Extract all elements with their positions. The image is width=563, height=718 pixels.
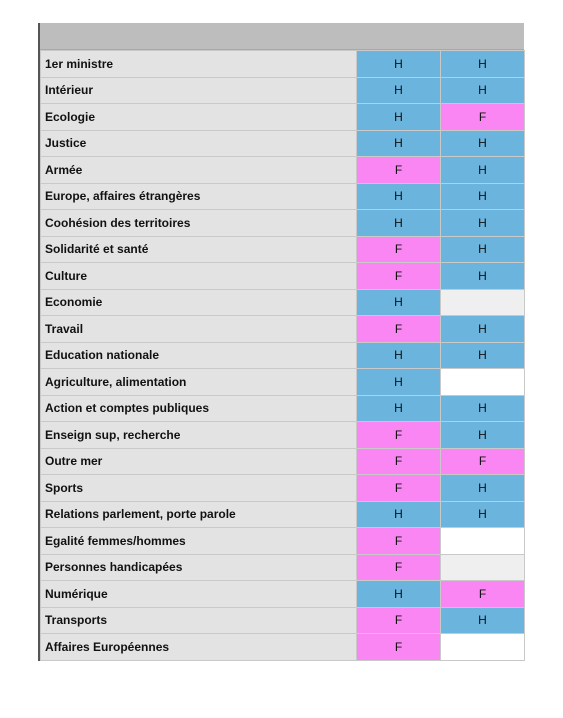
ministry-label-cell[interactable]: Egalité femmes/hommes xyxy=(41,528,357,555)
gender-cell-col2[interactable]: H xyxy=(441,157,525,184)
ministry-label-cell[interactable]: Enseign sup, recherche xyxy=(41,422,357,449)
table-row xyxy=(41,157,525,184)
ministry-label-cell[interactable]: Personnes handicapées xyxy=(41,554,357,581)
gender-cell-col2[interactable]: H xyxy=(441,236,525,263)
gender-cell-col2[interactable] xyxy=(441,369,525,396)
gender-cell-col2[interactable]: H xyxy=(441,183,525,210)
gender-cell-col1[interactable]: F xyxy=(357,448,441,475)
ministry-label-cell[interactable]: Economie xyxy=(41,289,357,316)
gender-cell-col1[interactable]: H xyxy=(357,395,441,422)
gender-cell-col1[interactable]: F xyxy=(357,475,441,502)
table-row xyxy=(41,448,525,475)
table-row xyxy=(41,263,525,290)
gender-cell-col1[interactable]: F xyxy=(357,157,441,184)
gender-cell-col1[interactable]: F xyxy=(357,236,441,263)
gender-cell-col1[interactable]: H xyxy=(357,342,441,369)
ministry-label-cell[interactable]: Education nationale xyxy=(41,342,357,369)
gender-cell-col2[interactable]: H xyxy=(441,395,525,422)
ministry-label-cell[interactable]: Action et comptes publiques xyxy=(41,395,357,422)
gender-cell-col1[interactable]: H xyxy=(357,369,441,396)
ministry-label-cell[interactable]: Justice xyxy=(41,130,357,157)
ministry-label-cell[interactable]: Culture xyxy=(41,263,357,290)
table-row xyxy=(41,316,525,343)
gender-cell-col1[interactable]: H xyxy=(357,130,441,157)
table-row xyxy=(41,130,525,157)
gender-cell-col2[interactable]: H xyxy=(441,210,525,237)
gender-cell-col1[interactable]: F xyxy=(357,634,441,661)
gender-cell-col2[interactable] xyxy=(441,289,525,316)
table-row xyxy=(41,554,525,581)
gender-cell-col2[interactable] xyxy=(441,634,525,661)
ministry-label-cell[interactable]: Outre mer xyxy=(41,448,357,475)
gender-cell-col2[interactable]: H xyxy=(441,130,525,157)
spreadsheet xyxy=(38,23,524,661)
ministry-label-cell[interactable]: Agriculture, alimentation xyxy=(41,369,357,396)
table-row xyxy=(41,51,525,78)
ministry-label-cell[interactable]: Sports xyxy=(41,475,357,502)
table-row xyxy=(41,289,525,316)
gender-cell-col2[interactable]: F xyxy=(441,581,525,608)
ministry-label-cell[interactable]: Transports xyxy=(41,607,357,634)
table-row xyxy=(41,77,525,104)
gender-cell-col2[interactable]: H xyxy=(441,342,525,369)
table-row xyxy=(41,581,525,608)
gender-cell-col2[interactable]: H xyxy=(441,77,525,104)
table-row xyxy=(41,422,525,449)
table-row xyxy=(41,104,525,131)
ministry-label-cell[interactable]: Relations parlement, porte parole xyxy=(41,501,357,528)
ministry-label-cell[interactable]: Coohésion des territoires xyxy=(41,210,357,237)
gender-cell-col1[interactable]: H xyxy=(357,501,441,528)
gender-cell-col2[interactable]: H xyxy=(441,501,525,528)
gender-cell-col2[interactable]: H xyxy=(441,607,525,634)
table-row xyxy=(41,342,525,369)
table-row xyxy=(41,634,525,661)
ministry-gender-table xyxy=(40,50,525,661)
gender-cell-col1[interactable]: F xyxy=(357,607,441,634)
ministry-label-cell[interactable]: Armée xyxy=(41,157,357,184)
ministry-label-cell[interactable]: Solidarité et santé xyxy=(41,236,357,263)
gender-cell-col2[interactable]: F xyxy=(441,448,525,475)
table-row xyxy=(41,236,525,263)
gender-cell-col2[interactable]: H xyxy=(441,422,525,449)
ministry-label-cell[interactable]: Numérique xyxy=(41,581,357,608)
gender-cell-col1[interactable]: F xyxy=(357,554,441,581)
gender-cell-col1[interactable]: H xyxy=(357,289,441,316)
gender-cell-col2[interactable] xyxy=(441,554,525,581)
gender-cell-col1[interactable]: H xyxy=(357,51,441,78)
ministry-label-cell[interactable]: Travail xyxy=(41,316,357,343)
gender-cell-col1[interactable]: H xyxy=(357,581,441,608)
ministry-label-cell[interactable]: Europe, affaires étrangères xyxy=(41,183,357,210)
ministry-label-cell[interactable]: Ecologie xyxy=(41,104,357,131)
gender-cell-col1[interactable]: F xyxy=(357,263,441,290)
table-row xyxy=(41,501,525,528)
gender-cell-col2[interactable]: H xyxy=(441,51,525,78)
gender-cell-col1[interactable]: H xyxy=(357,210,441,237)
gender-cell-col2[interactable] xyxy=(441,528,525,555)
gender-cell-col1[interactable]: H xyxy=(357,104,441,131)
table-row xyxy=(41,395,525,422)
gender-cell-col1[interactable]: H xyxy=(357,77,441,104)
header-band xyxy=(40,23,524,50)
gender-cell-col2[interactable]: H xyxy=(441,475,525,502)
gender-cell-col1[interactable]: F xyxy=(357,528,441,555)
table-row xyxy=(41,210,525,237)
table-row xyxy=(41,183,525,210)
gender-cell-col2[interactable]: F xyxy=(441,104,525,131)
ministry-label-cell[interactable]: Intérieur xyxy=(41,77,357,104)
table-row xyxy=(41,369,525,396)
ministry-label-cell[interactable]: Affaires Européennes xyxy=(41,634,357,661)
gender-cell-col1[interactable]: H xyxy=(357,183,441,210)
ministry-label-cell[interactable]: 1er ministre xyxy=(41,51,357,78)
table-row xyxy=(41,528,525,555)
gender-cell-col2[interactable]: H xyxy=(441,316,525,343)
table-row xyxy=(41,607,525,634)
gender-cell-col1[interactable]: F xyxy=(357,316,441,343)
gender-cell-col2[interactable]: H xyxy=(441,263,525,290)
table-row xyxy=(41,475,525,502)
table-body xyxy=(41,51,525,661)
gender-cell-col1[interactable]: F xyxy=(357,422,441,449)
